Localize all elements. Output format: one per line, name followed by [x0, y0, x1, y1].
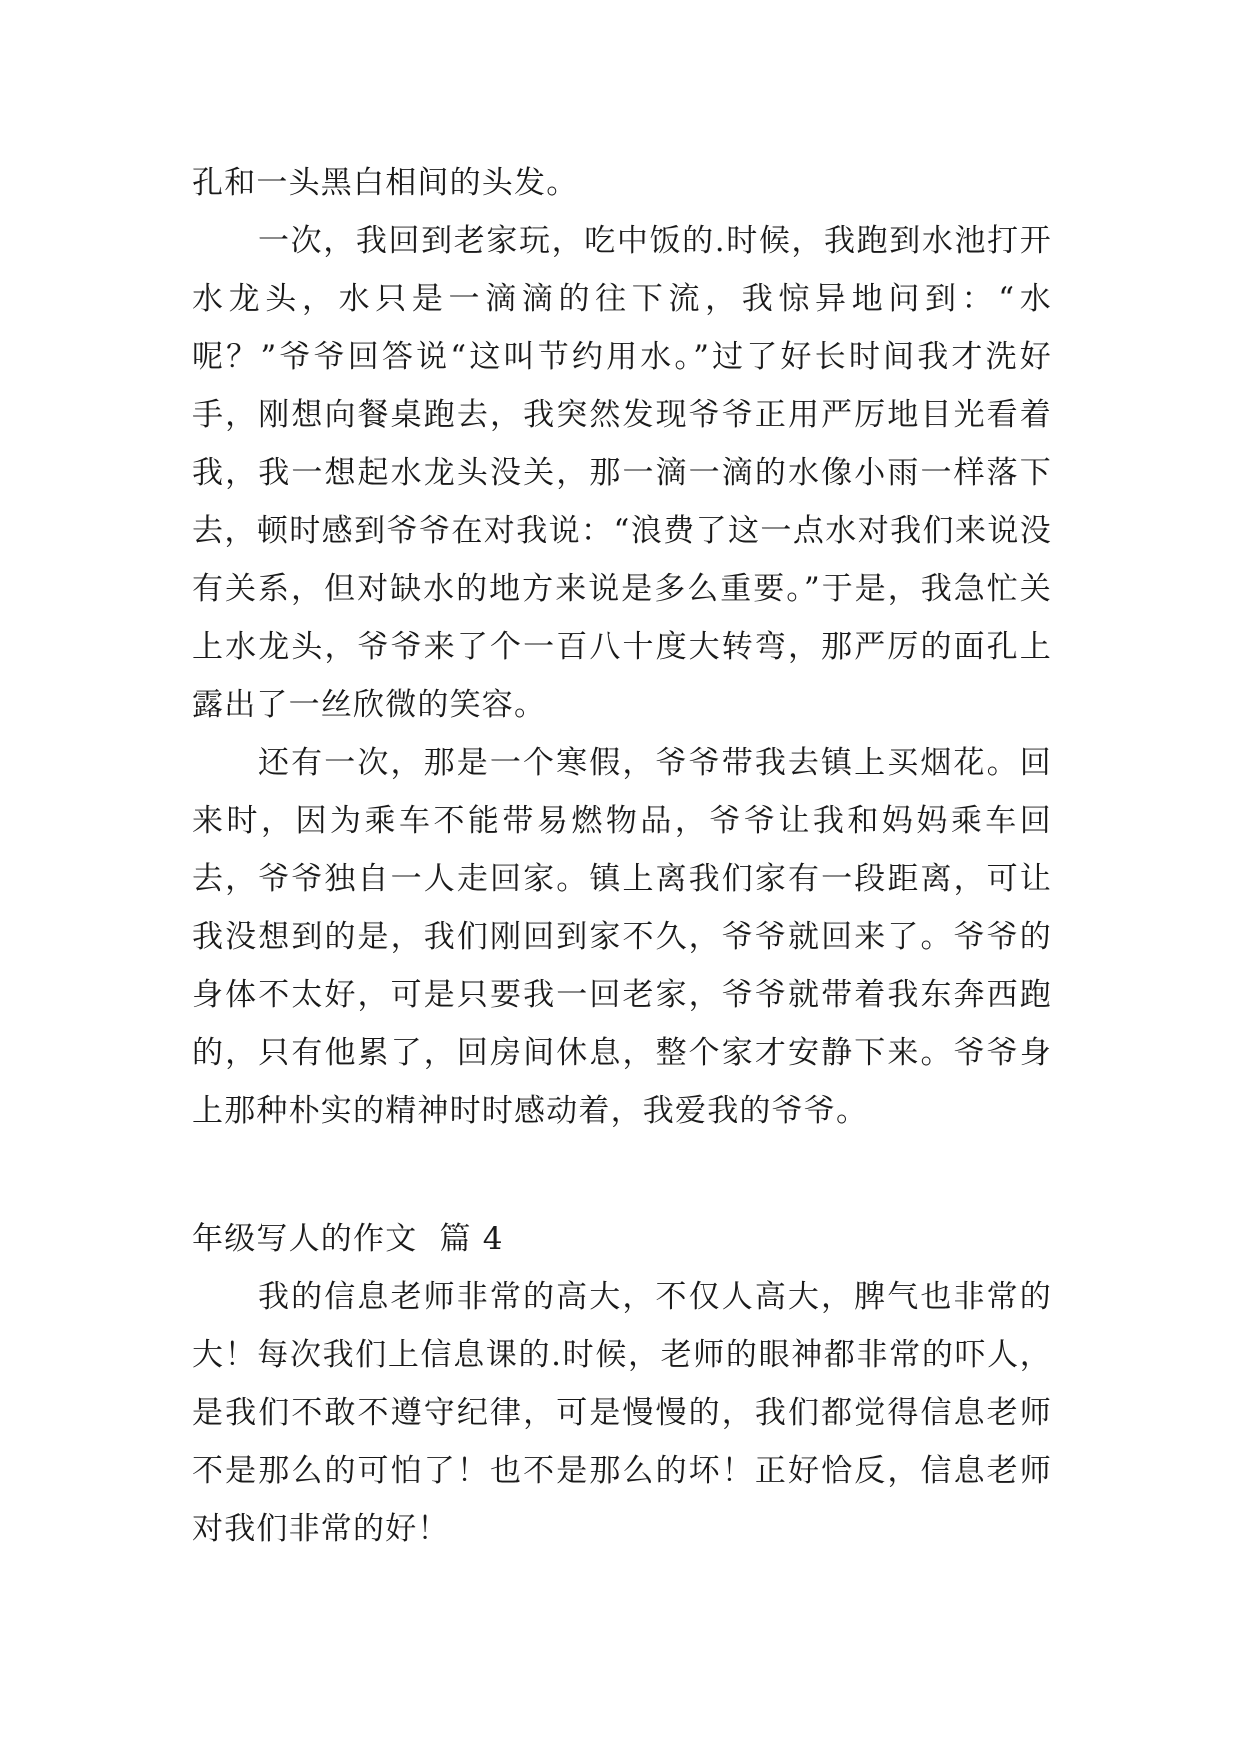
body-paragraph: 一次，我回到老家玩，吃中饭的.时候，我跑到水池打开水龙头，水只是一滴滴的往下流，我惊异地问到：“水呢？”爷爷回答说“这叫节约用水。”过了好长时间我才洗好手，刚想向餐桌跑去，我突然发现爷爷正用严厉地目光看着我，我一想起水龙头没关，那一滴一滴的水像小雨一样落下去，顿时感到爷爷在对我说：“浪费了这一点水对我们来说没有关系，但对缺水的地方来说是多么重要。”于是，我急忙关上水龙头，爷爷来了个一百八十度大转弯，那严厉的面孔上露出了一丝欣微的笑容。: [192, 223, 1052, 723]
essay-section-teacher: [192, 1268, 1052, 1558]
essay-section-grandfather: [192, 154, 1052, 1140]
body-paragraph: 还有一次，那是一个寒假，爷爷带我去镇上买烟花。回来时，因为乘车不能带易燃物品，爷爷让我和妈妈乘车回去，爷爷独自一人走回家。镇上离我们家有一段距离，可让我没想到的是，我们刚回到家不久，爷爷就回来了。爷爷的身体不太好，可是只要我一回老家，爷爷就带着我东奔西跑的，只有他累了，回房间休息，整个家才安静下来。爷爷身上那种朴实的精神时时感动着，我爱我的爷爷。: [192, 745, 1052, 1129]
continuation-paragraph: 孔和一头黑白相间的头发。: [192, 165, 579, 201]
section-title: 年级写人的作文 篇 4: [192, 1221, 504, 1257]
body-paragraph: 我的信息老师非常的高大，不仅人高大，脾气也非常的大！每次我们上信息课的.时候，老师的眼神都非常的吓人，是我们不敢不遵守纪律，可是慢慢的，我们都觉得信息老师不是那么的可怕了！也不是那么的坏！正好恰反，信息老师对我们非常的好！: [192, 1279, 1052, 1547]
essay-heading: [192, 1210, 1052, 1268]
